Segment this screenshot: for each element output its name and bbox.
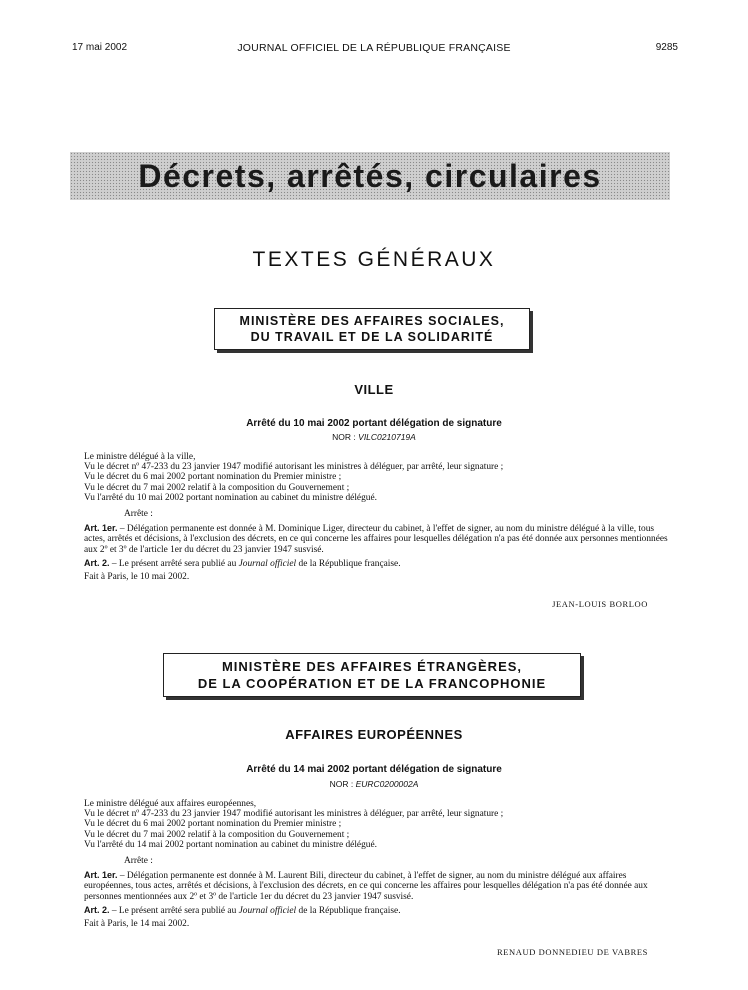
rubric-heading: VILLE xyxy=(354,382,394,397)
fait-a-paris: Fait à Paris, le 14 mai 2002. xyxy=(84,919,190,930)
visa-line: Vu le décret nº 47-233 du 23 janvier 1947 modifié autorisant les ministres à déléguer, par arrêté, leur signature ; xyxy=(84,809,504,820)
article-2 xyxy=(84,558,674,569)
visa-line: Vu le décret du 7 mai 2002 relatif à la composition du Gouvernement ; xyxy=(84,829,350,840)
article-1-label: Art. 1er. xyxy=(84,870,118,881)
rubric-heading: AFFAIRES EUROPÉENNES xyxy=(285,727,463,742)
visa-line: Vu le décret nº 47-233 du 23 janvier 1947 modifié autorisant les ministres à déléguer, par arrêté, leur signature ; xyxy=(84,462,504,473)
fait-a-paris: Fait à Paris, le 10 mai 2002. xyxy=(84,572,190,583)
article-2-text: – Le présent arrêté sera publié au xyxy=(109,905,239,916)
journal-officiel-italic: Journal officiel xyxy=(238,558,297,569)
journal-officiel-italic: Journal officiel xyxy=(238,905,297,916)
article-2-label: Art. 2. xyxy=(84,557,110,568)
arrete-body xyxy=(84,452,674,582)
visa-line: Vu le décret du 6 mai 2002 portant nomination du Premier ministre ; xyxy=(84,819,342,830)
nor-reference xyxy=(0,432,748,442)
arrete-label: Arrête : xyxy=(124,509,153,520)
arrete-title: Arrêté du 10 mai 2002 portant délégation de signature xyxy=(246,418,502,429)
signature: RENAUD DONNEDIEU DE VABRES xyxy=(496,947,648,957)
ministry-line-1: MINISTÈRE DES AFFAIRES ÉTRANGÈRES, xyxy=(221,659,523,674)
visa-line: Vu le décret du 6 mai 2002 portant nomination du Premier ministre ; xyxy=(84,472,342,483)
section-title: TEXTES GÉNÉRAUX xyxy=(252,248,496,271)
article-1 xyxy=(84,870,674,902)
nor-code: EURC0200002A xyxy=(355,779,419,789)
visa-line: Vu l'arrêté du 10 mai 2002 portant nomination au cabinet du ministre délégué. xyxy=(84,492,377,503)
arrete-body xyxy=(84,799,674,929)
banner-title: Décrets, arrêtés, circulaires xyxy=(138,157,602,194)
ministry-line-2: DE LA COOPÉRATION ET DE LA FRANCOPHONIE xyxy=(197,676,547,691)
article-1-text: – Délégation permanente est donnée à M. Laurent Bili, directeur du cabinet, à l'effet de signer, au nom du ministre délégué aux affaires européennes, tous actes, arrêtés et décisions, à l'exclusion des décrets, en ce qui concerne les affaires pour lesquelles délégation n'a pas été donnée aux personnes mentionnées aux 2º et 3º de l'article 1er du décret du 23 janvier 1947 susvisé. xyxy=(84,871,648,902)
article-2-text-end: de la République française. xyxy=(296,905,401,916)
visa-line: Vu l'arrêté du 14 mai 2002 portant nomination au cabinet du ministre délégué. xyxy=(84,839,377,850)
arrete-title: Arrêté du 14 mai 2002 portant délégation de signature xyxy=(246,764,502,775)
article-2 xyxy=(84,905,674,916)
visa-line: Le ministre délégué à la ville, xyxy=(84,452,196,462)
header-page-number: 9285 xyxy=(655,42,678,53)
article-1 xyxy=(84,523,674,555)
section-banner xyxy=(70,152,670,200)
signature: JEAN-LOUIS BORLOO xyxy=(552,599,648,609)
visa-line: Vu le décret du 7 mai 2002 relatif à la composition du Gouvernement ; xyxy=(84,482,350,493)
article-2-label: Art. 2. xyxy=(84,904,110,915)
nor-reference xyxy=(0,779,748,789)
nor-code: VILC0210719A xyxy=(358,432,416,442)
article-2-text: – Le présent arrêté sera publié au xyxy=(109,558,239,569)
arrete-label: Arrête : xyxy=(124,856,153,867)
ministry-line-2: DU TRAVAIL ET DE LA SOLIDARITÉ xyxy=(250,330,494,344)
visa-line: Le ministre délégué aux affaires européennes, xyxy=(84,799,257,809)
nor-label: NOR : xyxy=(332,432,356,442)
ministry-box-social-affairs xyxy=(214,308,530,350)
nor-label: NOR : xyxy=(329,779,354,789)
header-date: 17 mai 2002 xyxy=(72,42,128,53)
ministry-line-1: MINISTÈRE DES AFFAIRES SOCIALES, xyxy=(239,314,505,328)
article-1-label: Art. 1er. xyxy=(84,523,118,534)
ministry-box-foreign-affairs xyxy=(163,653,581,697)
article-1-text: – Délégation permanente est donnée à M. Dominique Liger, directeur du cabinet, à l'effet de signer, au nom du ministre délégué à la ville, tous actes, arrêtés et décisions, à l'exclusion des décrets, en ce qui concerne les affaires pour lesquelles délégation n'a pas été donnée aux personnes mentionnées aux 2º et 3º de l'article 1er du décret du 23 janvier 1947 susvisé. xyxy=(84,524,668,555)
header-journal-title: JOURNAL OFFICIEL DE LA RÉPUBLIQUE FRANÇAISE xyxy=(237,42,511,54)
article-2-text-end: de la République française. xyxy=(296,558,401,569)
